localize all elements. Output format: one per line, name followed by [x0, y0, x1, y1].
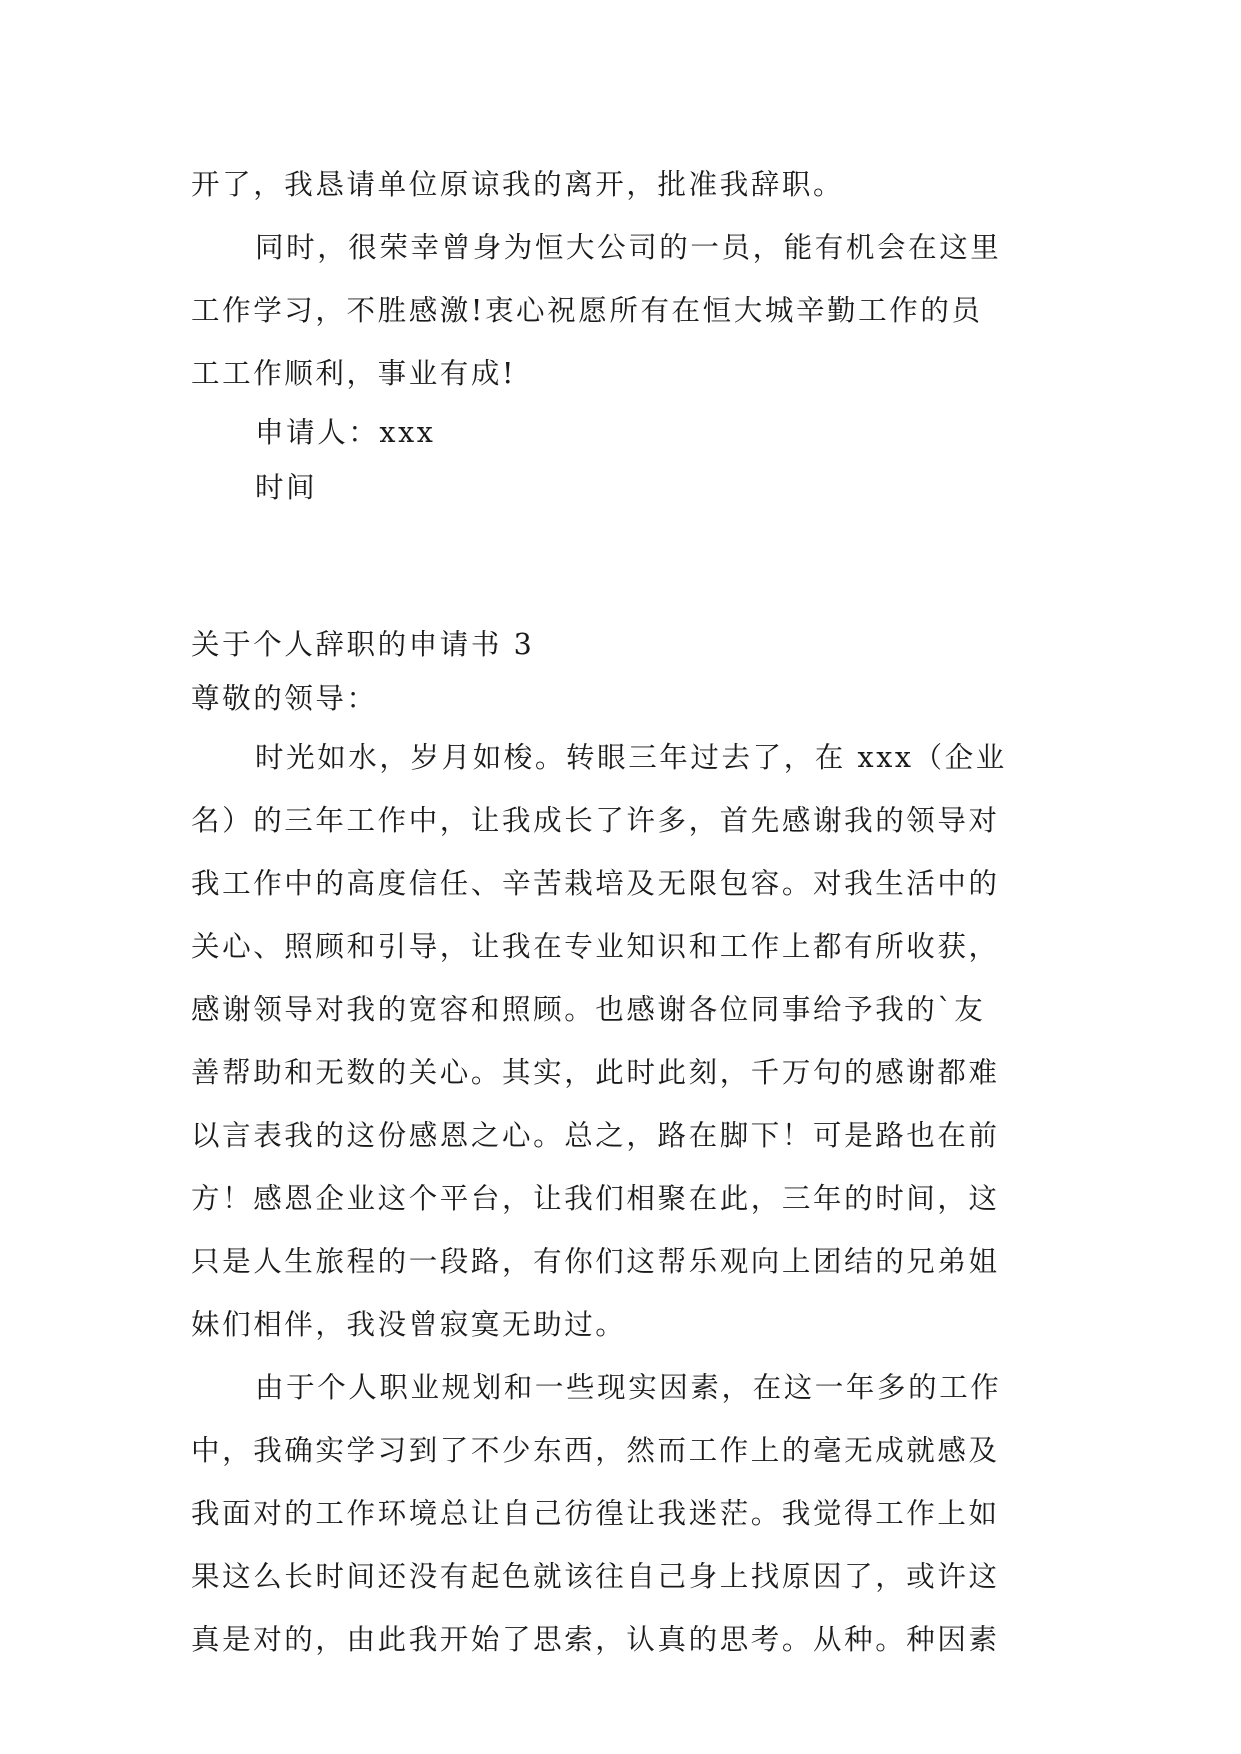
text-line: 方！感恩企业这个平台，让我们相聚在此，三年的时间，这: [191, 1182, 1000, 1215]
text-line: 以言表我的这份感恩之心。总之，路在脚下！可是路也在前: [191, 1119, 1000, 1152]
text-line: 工作学习，不胜感激!衷心祝愿所有在恒大城辛勤工作的员: [191, 294, 983, 327]
paragraph-first-line: 时光如水，岁月如梭。转眼三年过去了，在 xxx（企业: [255, 741, 1007, 774]
text-line: 只是人生旅程的一段路，有你们这帮乐观向上团结的兄弟姐: [191, 1245, 1000, 1278]
text-line: 妹们相伴，我没曾寂寞无助过。: [191, 1308, 627, 1341]
text-line: 我工作中的高度信任、辛苦栽培及无限包容。对我生活中的: [191, 867, 1000, 900]
text-line: 善帮助和无数的关心。其实，此时此刻，千万句的感谢都难: [191, 1056, 1000, 1089]
text-line: 开了，我恳请单位原谅我的离开，批准我辞职。: [191, 168, 845, 201]
section-spacer: [191, 515, 1061, 618]
salutation: 尊敬的领导：: [191, 682, 378, 715]
text-line: 名）的三年工作中，让我成长了许多，首先感谢我的领导对: [191, 804, 1000, 837]
text-line: 果这么长时间还没有起色就该往自己身上找原因了，或许这: [191, 1560, 1000, 1593]
text-line: 工工作顺利，事业有成!: [191, 357, 517, 390]
text-line: 真是对的，由此我开始了思索，认真的思考。从种。种因素: [191, 1623, 1000, 1656]
text-line: 我面对的工作环境总让自己彷徨让我迷茫。我觉得工作上如: [191, 1497, 1000, 1530]
section-title: 关于个人辞职的申请书 3: [191, 628, 535, 661]
text-line: 中，我确实学习到了不少东西，然而工作上的毫无成就感及: [191, 1434, 1000, 1467]
document-body: [191, 153, 1061, 1671]
text-line: 关心、照顾和引导，让我在专业知识和工作上都有所收获，: [191, 930, 1000, 963]
date-label: 时间: [255, 471, 318, 504]
applicant-signature: 申请人：xxx: [255, 416, 436, 449]
paragraph-first-line: 同时，很荣幸曾身为恒大公司的一员，能有机会在这里: [255, 231, 1002, 264]
text-line: 感谢领导对我的宽容和照顾。也感谢各位同事给予我的`友: [191, 993, 986, 1026]
paragraph-first-line: 由于个人职业规划和一些现实因素，在这一年多的工作: [255, 1371, 1002, 1404]
